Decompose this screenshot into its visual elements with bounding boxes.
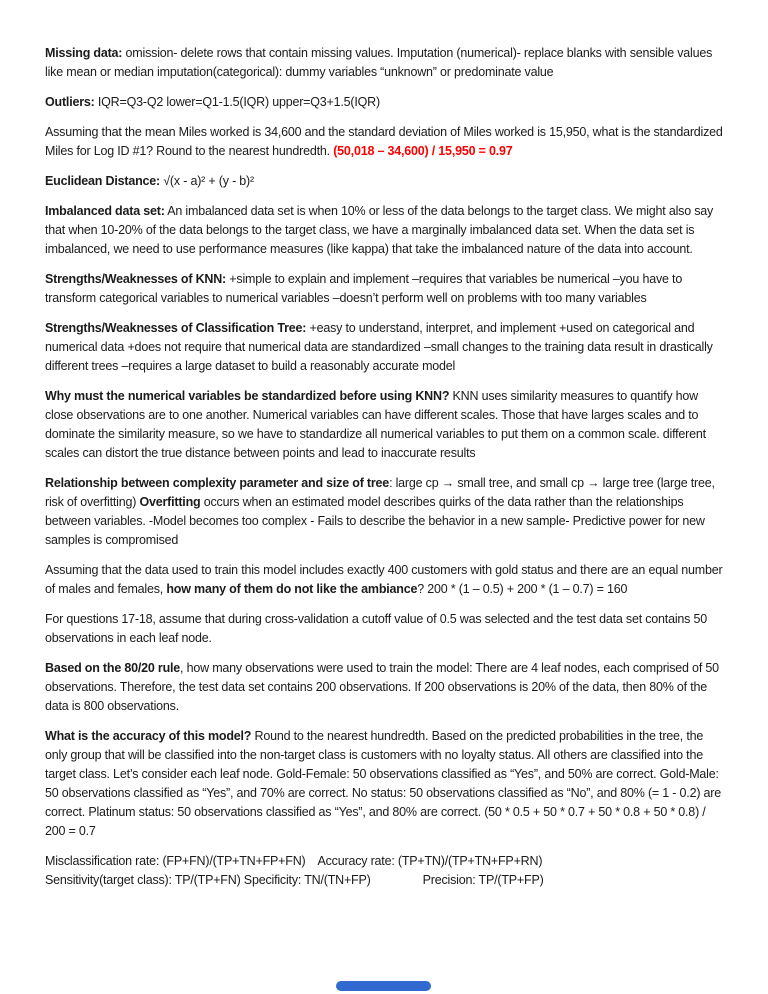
paragraph-rates-line-2 (45, 871, 723, 890)
text-run: An imbalanced data set is when 10% or less of the data belongs to the target class. We might also say that when 10-20% of the data belongs to the target class, we have a marginally imbalanced data set. When the data set is imbalanced, we need to use performance measures (like kappa) that take the imbalanced nature of the data into account. (45, 204, 714, 256)
text-run: Why must the numerical variables be standardized before using KNN? (45, 389, 450, 403)
text-run: : large cp → small tree, and small cp → large tree (large tree, risk of overfitting) (45, 476, 715, 509)
text-run: Accuracy rate: (TP+TN)/(TP+TN+FP+RN) (317, 854, 543, 868)
text-run: +easy to understand, interpret, and implement +used on categorical and numerical data +does not require that numerical data are standardized –small changes to the training data result in drastically different trees –requires a large dataset to build a reasonably accurate model (45, 321, 713, 373)
text-run: Strengths/Weaknesses of KNN: (45, 272, 227, 286)
text-run: Missing data: (45, 46, 123, 60)
paragraph-model-accuracy (45, 727, 723, 841)
paragraph-why-standardize-knn (45, 387, 723, 463)
text-run: omission- delete rows that contain missing values. Imputation (numerical)- replace blanks with sensible values like mean or median imputation(categorical): dummy variables “unknown” or predominate value (45, 46, 713, 79)
text-run: how many of them do not like the ambiance (166, 582, 418, 596)
text-run: Round to the nearest hundredth. Based on the predicted probabilities in the tree, the only group that will be classified into the non-target class is customers with no loyalty status. All others are classified into the target class. Let’s consider each leaf node. Gold-Female: 50 observations classified as “Yes”, and 50% are correct. Gold-Male: 50 observations classified as “Yes”, and 70% are correct. No status: 50 observations classified as “No”, and 80% (= 1 - 0.2) are correct. Platinum status: 50 observations classified as “Yes”, and 80% are correct. (50 * 0.5 + 50 * 0.7 + 50 * 0.8 + 50 * 0.8) / 200 = 0.7 (45, 729, 722, 838)
paragraph-euclidean-distance (45, 172, 723, 191)
paragraph-missing-data (45, 44, 723, 82)
text-run: , how many observations were used to train the model: There are 4 leaf nodes, each comprised of 50 observations. Therefore, the test data set contains 200 observations. If 200 observations is 20% of the data, then 80% of the data is 800 observations. (45, 661, 719, 713)
text-run: Imbalanced data set: (45, 204, 165, 218)
text-run: Euclidean Distance: (45, 174, 160, 188)
scrollbar-thumb[interactable] (336, 981, 431, 991)
text-run: (50,018 – 34,600) / 15,950 = 0.97 (333, 144, 513, 158)
paragraph-imbalanced-data-set (45, 202, 723, 259)
text-run: Misclassification rate: (FP+FN)/(TP+TN+FP+FN) (45, 854, 306, 868)
text-run: occurs when an estimated model describes quirks of the data rather than the relationships between variables. -Model becomes too complex - Fails to describe the behavior in a new sample- Predictive power for new samples is compromised (45, 495, 705, 547)
text-run: Relationship between complexity parameter and size of tree (45, 476, 390, 490)
paragraph-rates-line-1 (45, 852, 723, 871)
text-run: √(x - a)² + (y - b)² (160, 174, 254, 188)
text-run: Precision: TP/(TP+FP) (422, 873, 544, 887)
text-run: Overfitting (139, 495, 201, 509)
text-run: What is the accuracy of this model? (45, 729, 252, 743)
text-run: IQR=Q3-Q2 lower=Q1-1.5(IQR) upper=Q3+1.5(IQR) (94, 95, 380, 109)
text-run: Based on the 80/20 rule (45, 661, 181, 675)
paragraph-cp-tree-size (45, 474, 723, 550)
text-run: KNN uses similarity measures to quantify how close observations are to one another. Numerical variables can have different scales. Those that have larges scales and to dominate the similarity measure, so we have to standardize all numerical variables to put them on a common scale. different scales can distort the true distance between points and lead to inaccurate results (45, 389, 706, 460)
text-run: Assuming that the mean Miles worked is 34,600 and the standard deviation of Miles worked is 15,950, what is the standardized Miles for Log ID #1? Round to the nearest hundredth. (45, 125, 723, 158)
paragraph-standardized-miles (45, 123, 723, 161)
text-run: Assuming that the data used to train this model includes exactly 400 customers with gold status and there are an equal number of males and females, (45, 563, 723, 596)
text-run: +simple to explain and implement –requires that variables be numerical –you have to transform categorical variables to numerical variables –doesn’t perform well on problems with too many variables (45, 272, 683, 305)
paragraph-ambiance-question (45, 561, 723, 599)
text-run: For questions 17-18, assume that during cross-validation a cutoff value of 0.5 was selected and the test data set contains 50 observations in each leaf node. (45, 612, 707, 645)
text-run: Sensitivity(target class): TP/(TP+FN) Specificity: TN/(TN+FP) (45, 873, 371, 887)
paragraph-questions-17-18 (45, 610, 723, 648)
text-run: Outliers: (45, 95, 95, 109)
paragraph-outliers (45, 93, 723, 112)
paragraph-knn-strengths (45, 270, 723, 308)
text-run: Strengths/Weaknesses of Classification Tree: (45, 321, 307, 335)
paragraph-tree-strengths (45, 319, 723, 376)
text-run: ? 200 * (1 – 0.5) + 200 * (1 – 0.7) = 160 (417, 582, 628, 596)
paragraph-80-20-rule (45, 659, 723, 716)
